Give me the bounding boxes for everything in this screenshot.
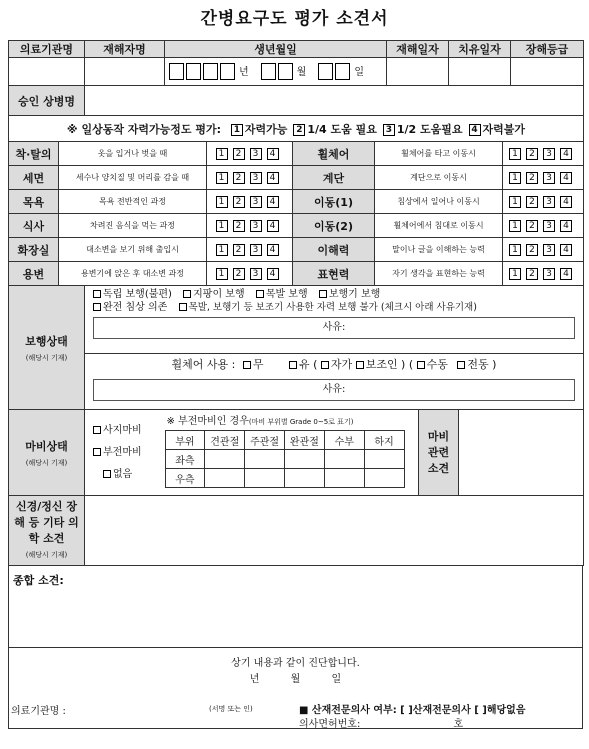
grade-right-leg[interactable] <box>364 469 404 488</box>
score-box-right-5-2[interactable]: 2 <box>526 268 538 280</box>
score-box-left-1-2[interactable]: 2 <box>233 172 245 184</box>
score-box-left-0-1[interactable]: 1 <box>216 148 228 160</box>
neuro-label-cell <box>9 496 85 566</box>
score-right-5 <box>503 262 584 286</box>
cure-date-field[interactable] <box>449 58 511 86</box>
month-digit-2[interactable] <box>278 63 293 80</box>
score-box-right-2-2[interactable]: 2 <box>526 196 538 208</box>
score-box-right-3-4[interactable]: 4 <box>560 220 572 232</box>
adl-right-label-3: 이동(2) <box>293 214 375 238</box>
legend-text-3: 1/2 도움필요 <box>396 122 463 136</box>
month-digit-1[interactable] <box>261 63 276 80</box>
walk-reason-box[interactable] <box>93 317 575 339</box>
helper-checkbox[interactable] <box>356 361 364 369</box>
manual-checkbox[interactable] <box>417 361 425 369</box>
grade-right-shoulder[interactable] <box>205 469 245 488</box>
adl-left-desc-1: 세수나 양치질 및 머리를 감을 때 <box>59 166 207 190</box>
score-left-3 <box>207 214 293 238</box>
adl-right-desc-3: 휠체어에서 침대로 이동시 <box>375 214 503 238</box>
adl-heading-row <box>9 116 584 142</box>
adl-row <box>9 142 584 166</box>
disability-field[interactable] <box>511 58 584 86</box>
score-box-right-1-1[interactable]: 1 <box>509 172 521 184</box>
score-box-left-4-4[interactable]: 4 <box>267 244 279 256</box>
manual-label: 수동 <box>426 358 448 371</box>
score-right-2 <box>503 190 584 214</box>
helper-label: 보조인 ) ( <box>365 358 414 371</box>
adl-left-label-5: 용변 <box>9 262 59 286</box>
score-box-right-1-4[interactable]: 4 <box>560 172 572 184</box>
grade-header-2: 주관절 <box>245 431 285 450</box>
score-left-4 <box>207 238 293 262</box>
opt6-label: 목발, 보행기 등 보조기 사용한 자력 보행 불가 (체크시 아래 사유기재) <box>188 302 477 313</box>
para-opt2-label: 부전마비 <box>103 446 142 458</box>
paralysis-opinion-label: 마비 관련 소견 <box>419 410 459 496</box>
adl-right-desc-5: 자기 생각을 표현하는 능력 <box>375 262 503 286</box>
adl-left-label-3: 식사 <box>9 214 59 238</box>
score-right-3 <box>503 214 584 238</box>
score-left-5 <box>207 262 293 286</box>
header-table <box>8 40 584 142</box>
para-opt2-checkbox[interactable] <box>93 448 101 456</box>
score-box-right-2-1[interactable]: 1 <box>509 196 521 208</box>
footer-sign: (서명 또는 인) <box>209 705 253 713</box>
grade-right-wrist[interactable] <box>284 469 324 488</box>
adl-row <box>9 214 584 238</box>
adl-left-desc-2: 목욕 전반적인 과정 <box>59 190 207 214</box>
grade-right-label: 우측 <box>165 469 205 488</box>
year-digit-1[interactable] <box>169 63 184 80</box>
self-checkbox[interactable] <box>321 361 329 369</box>
license-tail: 호 <box>453 719 464 730</box>
walk-label: 보행상태 <box>25 334 68 348</box>
legend-text-1: 자력가능 <box>244 122 288 136</box>
score-box-right-4-1[interactable]: 1 <box>509 244 521 256</box>
injury-date-field[interactable] <box>387 58 449 86</box>
score-box-left-5-4[interactable]: 4 <box>267 268 279 280</box>
grade-header-4: 수부 <box>324 431 364 450</box>
grade-header-0: 부위 <box>165 431 205 450</box>
adl-right-desc-0: 휠체어를 타고 이동시 <box>375 142 503 166</box>
adl-left-desc-0: 옷을 입거나 벗을 때 <box>59 142 207 166</box>
score-box-right-5-3[interactable]: 3 <box>543 268 555 280</box>
score-box-left-0-3[interactable]: 3 <box>250 148 262 160</box>
opt3-checkbox[interactable] <box>256 290 264 298</box>
adl-table <box>8 141 584 286</box>
wheelchair-section <box>85 354 584 410</box>
adl-row <box>9 166 584 190</box>
score-box-left-2-3[interactable]: 3 <box>250 196 262 208</box>
birth-field[interactable] <box>165 58 387 86</box>
year-digit-3[interactable] <box>203 63 218 80</box>
neuro-label: 신경/정신 장해 등 기타 의학 소견 <box>14 499 79 545</box>
wheel-no-checkbox[interactable] <box>243 361 251 369</box>
score-box-right-1-2[interactable]: 2 <box>526 172 538 184</box>
paralysis-table <box>8 409 584 496</box>
opt5-label: 완전 침상 의존 <box>103 302 168 313</box>
score-box-left-2-2[interactable]: 2 <box>233 196 245 208</box>
score-right-1 <box>503 166 584 190</box>
patient-header: 재해자명 <box>85 41 165 58</box>
confirm-text: 상기 내용과 같이 진단합니다. <box>231 658 360 669</box>
adl-left-label-4: 화장실 <box>9 238 59 262</box>
score-box-left-3-2[interactable]: 2 <box>233 220 245 232</box>
score-box-right-5-1[interactable]: 1 <box>509 268 521 280</box>
para-opt1-checkbox[interactable] <box>93 426 101 434</box>
grade-left-shoulder[interactable] <box>205 450 245 469</box>
score-box-left-2-4[interactable]: 4 <box>267 196 279 208</box>
footer-month: 월 <box>290 674 301 685</box>
score-box-right-3-3[interactable]: 3 <box>543 220 555 232</box>
paralysis-options <box>85 410 161 496</box>
score-box-right-1-3[interactable]: 3 <box>543 172 555 184</box>
grade-left-wrist[interactable] <box>284 450 324 469</box>
adl-row <box>9 262 584 286</box>
score-box-left-4-3[interactable]: 3 <box>250 244 262 256</box>
adl-left-label-1: 세면 <box>9 166 59 190</box>
score-box-left-3-4[interactable]: 4 <box>267 220 279 232</box>
legend-num-3: 3 <box>383 124 395 136</box>
opt2-checkbox[interactable] <box>183 290 191 298</box>
para-opt1-label: 사지마비 <box>103 424 142 436</box>
adl-left-label-0: 착·탈의 <box>9 142 59 166</box>
day-unit: 일 <box>354 66 365 78</box>
grade-header-5: 하지 <box>364 431 404 450</box>
grade-note-small: (마비 부위별 Grade 0~5로 표기) <box>248 418 354 426</box>
score-box-right-4-2[interactable]: 2 <box>526 244 538 256</box>
score-box-right-0-3[interactable]: 3 <box>543 148 555 160</box>
legend-text-2: 1/4 도움 필요 <box>307 122 377 136</box>
paralysis-sub: (해당시 기재) <box>25 458 68 467</box>
wheel-no-label: 무 <box>252 358 264 371</box>
score-box-right-4-3[interactable]: 3 <box>543 244 555 256</box>
grade-table <box>165 430 405 488</box>
grade-right-hand[interactable] <box>324 469 364 488</box>
date-line <box>9 670 582 685</box>
score-box-left-3-3[interactable]: 3 <box>250 220 262 232</box>
grade-right-elbow[interactable] <box>245 469 285 488</box>
self-label: 자가 <box>330 358 353 371</box>
day-digit-1[interactable] <box>318 63 333 80</box>
summary-table <box>8 565 583 648</box>
walk-reason-label: 사유: <box>322 322 346 333</box>
score-box-right-3-2[interactable]: 2 <box>526 220 538 232</box>
legend-num-1: 1 <box>231 124 243 136</box>
approved-field[interactable] <box>85 86 584 116</box>
score-box-left-4-2[interactable]: 2 <box>233 244 245 256</box>
adl-right-label-5: 표현력 <box>293 262 375 286</box>
grade-left-elbow[interactable] <box>245 450 285 469</box>
adl-row <box>9 190 584 214</box>
institution-field[interactable] <box>9 58 85 86</box>
score-box-left-0-4[interactable]: 4 <box>267 148 279 160</box>
birth-header: 생년월일 <box>165 41 387 58</box>
paralysis-label-cell <box>9 410 85 496</box>
form-body <box>8 40 583 729</box>
grade-header-1: 견관절 <box>205 431 245 450</box>
adl-row <box>9 238 584 262</box>
grade-header-row <box>165 431 404 450</box>
grade-header-3: 완관절 <box>284 431 324 450</box>
opt3-label: 목발 보행 <box>265 289 308 300</box>
opt2-label: 지팡이 보행 <box>193 289 245 300</box>
adl-right-label-4: 이해력 <box>293 238 375 262</box>
license-label: 의사면허번호: <box>299 719 361 730</box>
adl-heading: ※ 일상동작 자력가능정도 평가: <box>66 122 222 136</box>
injury-date-header: 재해일자 <box>387 41 449 58</box>
adl-left-desc-4: 대소변을 보기 위해 출입시 <box>59 238 207 262</box>
footer <box>8 648 583 729</box>
year-digit-4[interactable] <box>220 63 235 80</box>
adl-left-label-2: 목욕 <box>9 190 59 214</box>
score-box-right-5-4[interactable]: 4 <box>560 268 572 280</box>
adl-left-desc-3: 차려진 음식을 먹는 과정 <box>59 214 207 238</box>
license-line <box>299 715 463 730</box>
footer-day: 일 <box>331 674 342 685</box>
grade-left-label: 좌측 <box>165 450 205 469</box>
score-right-0 <box>503 142 584 166</box>
score-box-right-4-4[interactable]: 4 <box>560 244 572 256</box>
adl-right-desc-2: 침상에서 일어나 이동시 <box>375 190 503 214</box>
walk-label-cell <box>9 286 85 410</box>
legend-text-4: 자력불가 <box>482 122 526 136</box>
score-box-right-2-4[interactable]: 4 <box>560 196 572 208</box>
score-box-left-1-3[interactable]: 3 <box>250 172 262 184</box>
opt6-checkbox[interactable] <box>179 303 187 311</box>
opt4-checkbox[interactable] <box>319 290 327 298</box>
adl-left-desc-5: 용변기에 앉은 후 대소변 과정 <box>59 262 207 286</box>
institution-header: 의료기관명 <box>9 41 85 58</box>
grade-section <box>161 410 419 496</box>
disability-header: 장해등급 <box>511 41 584 58</box>
opt1-label: 독립 보행(불편) <box>103 289 172 300</box>
score-box-left-0-2[interactable]: 2 <box>233 148 245 160</box>
score-left-2 <box>207 190 293 214</box>
month-unit: 월 <box>296 66 307 78</box>
legend-num-2: 2 <box>293 124 305 136</box>
wheel-reason-label: 사유: <box>322 384 346 395</box>
score-left-0 <box>207 142 293 166</box>
score-box-right-0-1[interactable]: 1 <box>509 148 521 160</box>
paralysis-label: 마비상태 <box>25 439 68 453</box>
score-box-left-1-1[interactable]: 1 <box>216 172 228 184</box>
electric-label: 전동 ) <box>467 358 497 371</box>
cure-date-header: 치유일자 <box>449 41 511 58</box>
grade-right-row <box>165 469 404 488</box>
grade-left-row <box>165 450 404 469</box>
specialist-line: ■ 산재전문의사 여부: [ ]산재전문의사 [ ]해당없음 <box>299 705 526 716</box>
opt1-checkbox[interactable] <box>93 290 101 298</box>
patient-field[interactable] <box>85 58 165 86</box>
adl-legend <box>225 123 525 136</box>
adl-rows <box>9 142 584 286</box>
approved-label: 승인 상병명 <box>9 86 85 116</box>
adl-right-label-2: 이동(1) <box>293 190 375 214</box>
wheel-yes-label: 유 ( <box>299 358 318 371</box>
wheelchair-label: 휠체어 사용 : <box>171 358 236 371</box>
footer-year: 년 <box>249 674 260 685</box>
paralysis-opinion-field[interactable] <box>459 410 584 496</box>
opt5-checkbox[interactable] <box>93 303 101 311</box>
legend-num-4: 4 <box>469 124 481 136</box>
score-left-1 <box>207 166 293 190</box>
score-box-left-2-1[interactable]: 1 <box>216 196 228 208</box>
summary-label: 종합 소견: <box>13 574 64 587</box>
neuro-field[interactable] <box>85 496 584 566</box>
wheel-yes-checkbox[interactable] <box>289 361 297 369</box>
walk-table <box>8 285 584 410</box>
score-box-left-5-3[interactable]: 3 <box>250 268 262 280</box>
electric-checkbox[interactable] <box>457 361 465 369</box>
walk-sub: (해당시 기재) <box>25 353 68 362</box>
form-title: 간병요구도 평가 소견서 <box>200 9 389 29</box>
score-box-right-2-3[interactable]: 3 <box>543 196 555 208</box>
opt4-label: 보행기 보행 <box>328 289 381 300</box>
score-box-right-0-2[interactable]: 2 <box>526 148 538 160</box>
score-box-left-5-2[interactable]: 2 <box>233 268 245 280</box>
wheel-reason-box[interactable] <box>93 379 575 401</box>
neuro-table <box>8 495 584 566</box>
score-box-right-3-1[interactable]: 1 <box>509 220 521 232</box>
score-box-left-4-1[interactable]: 1 <box>216 244 228 256</box>
adl-right-label-1: 계단 <box>293 166 375 190</box>
year-unit: 년 <box>239 66 249 78</box>
adl-right-desc-4: 말이나 글을 이해하는 능력 <box>375 238 503 262</box>
score-right-4 <box>503 238 584 262</box>
score-box-left-5-1[interactable]: 1 <box>216 268 228 280</box>
para-opt3-checkbox[interactable] <box>103 470 111 478</box>
walk-options <box>85 286 584 354</box>
score-box-right-0-4[interactable]: 4 <box>560 148 572 160</box>
para-opt3-label: 없음 <box>113 468 133 480</box>
score-box-left-3-1[interactable]: 1 <box>216 220 228 232</box>
day-digit-2[interactable] <box>335 63 350 80</box>
grade-left-hand[interactable] <box>324 450 364 469</box>
grade-left-leg[interactable] <box>364 450 404 469</box>
neuro-sub: (해당시 기재) <box>25 550 68 559</box>
footer-institution: 의료기관명 : <box>11 706 66 717</box>
adl-right-label-0: 휠체어 <box>293 142 375 166</box>
score-box-left-1-4[interactable]: 4 <box>267 172 279 184</box>
year-digit-2[interactable] <box>186 63 201 80</box>
summary-field[interactable] <box>9 566 583 648</box>
adl-right-desc-1: 계단으로 이동시 <box>375 166 503 190</box>
grade-note: ※ 부전마비인 경우 <box>166 416 249 427</box>
